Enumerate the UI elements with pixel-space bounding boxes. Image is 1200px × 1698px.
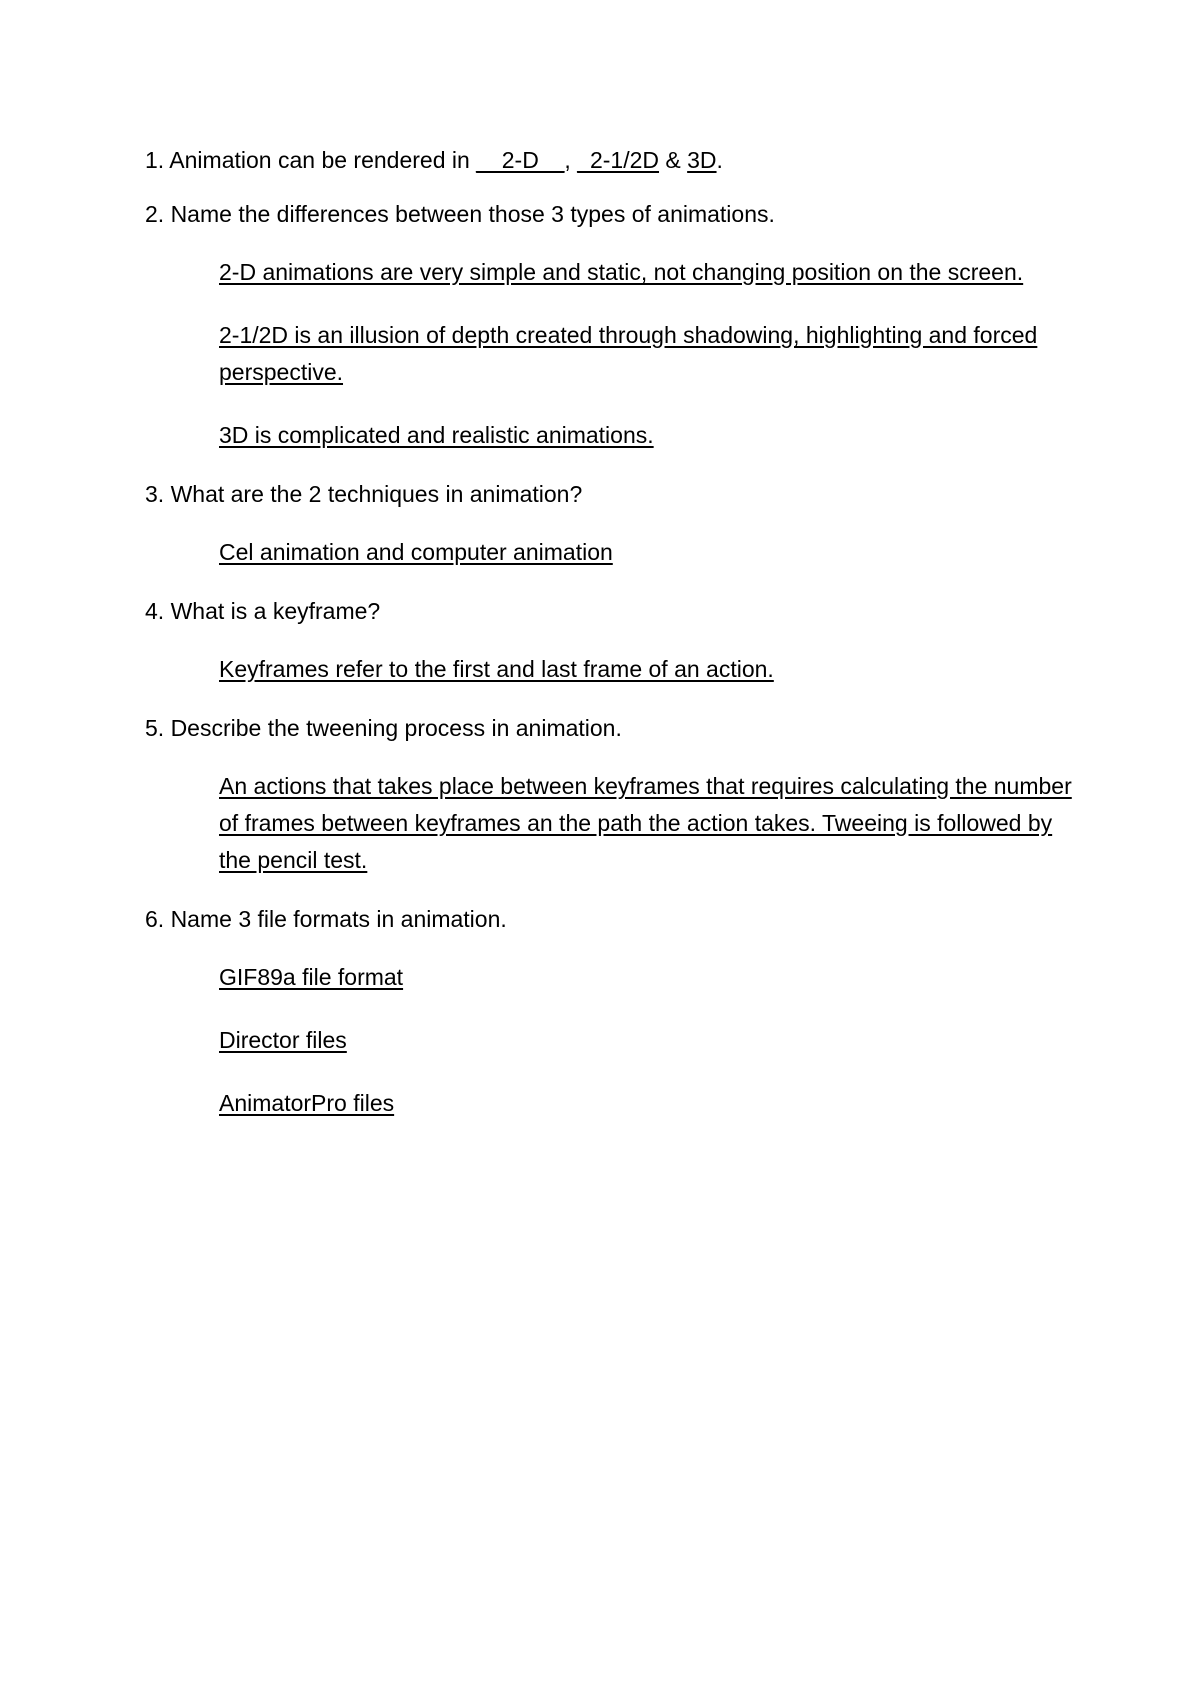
question-4: 4. What is a keyframe? <box>145 598 381 624</box>
answer-text: An actions that takes place between keyframes that requires calculating the number of frames between keyframes an the path the action takes. Tweeing is followed by the pencil test. <box>219 773 1072 873</box>
answer-text: 2-1/2D is an illusion of depth created through shadowing, highlighting and forced perspective. <box>219 322 1038 385</box>
question-1-prefix: 1. Animation can be rendered in <box>145 147 477 173</box>
answer-2-3d <box>219 417 1079 454</box>
answer-text: GIF89a file format <box>219 964 404 990</box>
question-1-separator: , <box>564 147 578 173</box>
answer-6-animatorpro <box>219 1085 1079 1122</box>
answer-2-2d <box>219 254 1079 291</box>
answer-text: 2-D animations are very simple and static, not changing position on the screen. <box>219 259 1024 285</box>
question-3: 3. What are the 2 techniques in animation? <box>145 481 583 507</box>
question-6: 6. Name 3 file formats in animation. <box>145 906 507 932</box>
answer-text: Keyframes refer to the first and last frame of an action. <box>219 656 774 682</box>
answer-6-director <box>219 1022 1079 1059</box>
answer-text: Director files <box>219 1027 347 1053</box>
answer-5 <box>219 768 1079 879</box>
answer-text: AnimatorPro files <box>219 1090 395 1116</box>
answer-2-2-1-2d <box>219 317 1079 391</box>
answer-3 <box>219 534 1079 571</box>
question-2: 2. Name the differences between those 3 types of animations. <box>145 201 775 227</box>
answer-6-gif89a <box>219 959 1079 996</box>
question-1 <box>145 146 1075 174</box>
answer-text: Cel animation and computer animation <box>219 539 613 565</box>
answer-4 <box>219 651 1079 688</box>
question-1-suffix: . <box>716 147 723 173</box>
worksheet-content <box>145 146 1075 1148</box>
question-1-blank-3d: 3D <box>687 147 717 173</box>
question-1-separator-and: & <box>659 147 688 173</box>
question-5: 5. Describe the tweening process in animation. <box>145 715 622 741</box>
question-1-blank-2-1-2d: _2-1/2D <box>577 147 660 173</box>
answer-text: 3D is complicated and realistic animations. <box>219 422 654 448</box>
question-1-blank-2d: __2-D__ <box>476 147 565 173</box>
